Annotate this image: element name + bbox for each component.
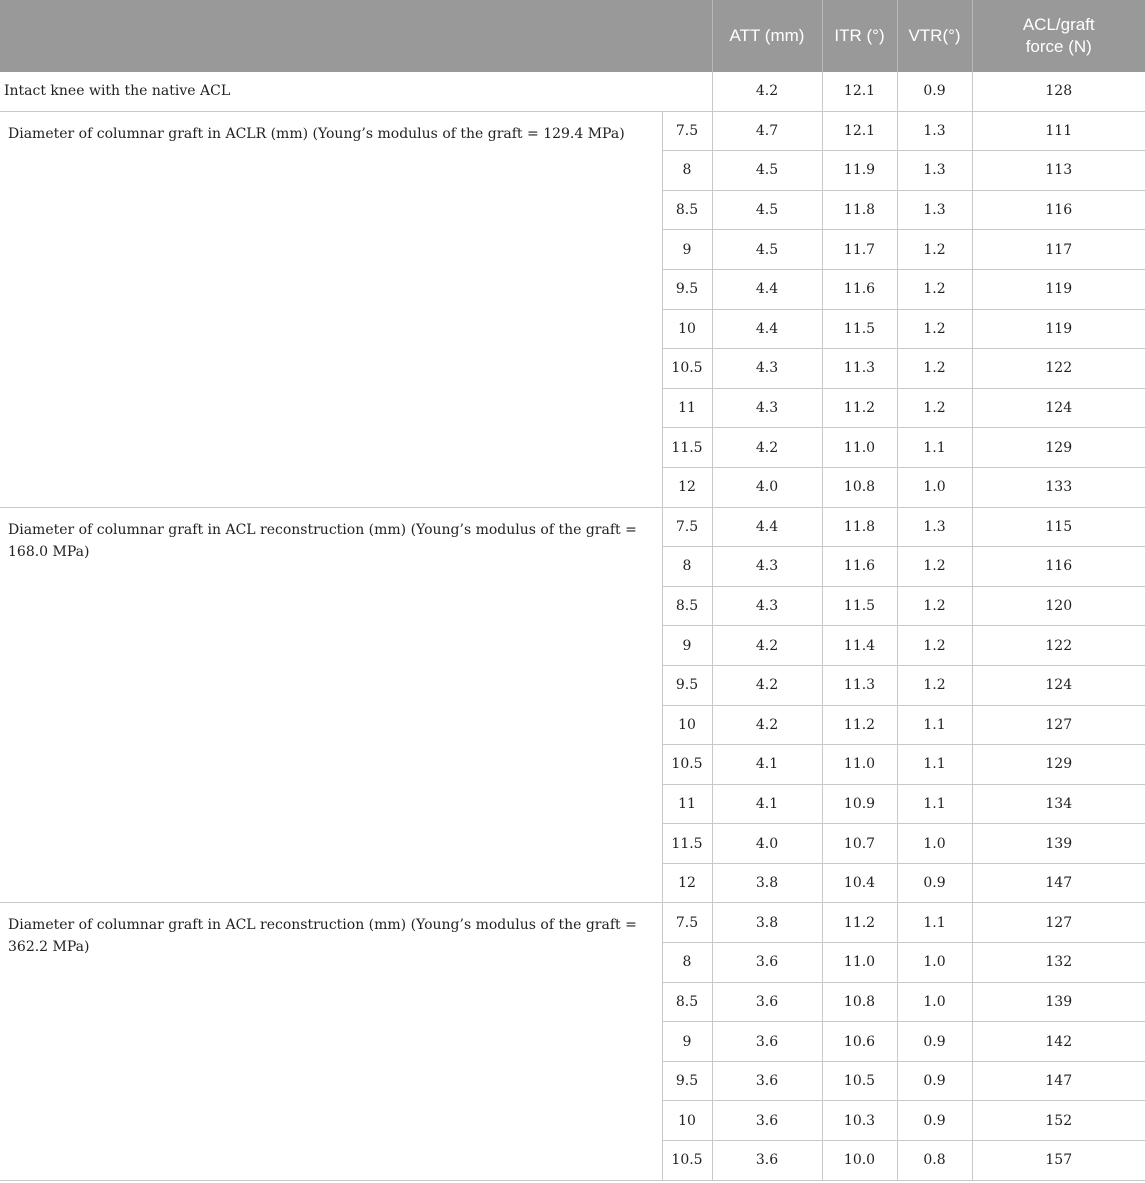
att-cell: 4.4 xyxy=(712,507,822,547)
vtr-cell: 1.2 xyxy=(897,626,972,666)
itr-cell: 10.0 xyxy=(822,1141,897,1181)
att-cell: 4.3 xyxy=(712,349,822,389)
intact-vtr: 0.9 xyxy=(897,72,972,111)
vtr-cell: 1.2 xyxy=(897,269,972,309)
vtr-cell: 1.2 xyxy=(897,586,972,626)
header-row xyxy=(0,0,1145,72)
vtr-cell: 1.0 xyxy=(897,467,972,507)
itr-cell: 11.3 xyxy=(822,665,897,705)
force-cell: 117 xyxy=(972,230,1145,270)
vtr-cell: 1.2 xyxy=(897,547,972,587)
att-cell: 3.6 xyxy=(712,982,822,1022)
diameter-cell: 10 xyxy=(662,1101,712,1141)
diameter-cell: 10 xyxy=(662,705,712,745)
force-cell: 133 xyxy=(972,467,1145,507)
vtr-cell: 0.9 xyxy=(897,1061,972,1101)
itr-cell: 10.9 xyxy=(822,784,897,824)
att-cell: 4.3 xyxy=(712,388,822,428)
att-cell: 3.6 xyxy=(712,1061,822,1101)
vtr-cell: 0.9 xyxy=(897,1101,972,1141)
att-cell: 4.7 xyxy=(712,111,822,151)
itr-cell: 10.6 xyxy=(822,1022,897,1062)
force-cell: 127 xyxy=(972,705,1145,745)
att-cell: 3.6 xyxy=(712,1022,822,1062)
att-cell: 4.5 xyxy=(712,190,822,230)
itr-cell: 11.2 xyxy=(822,705,897,745)
force-cell: 129 xyxy=(972,428,1145,468)
itr-cell: 11.0 xyxy=(822,745,897,785)
vtr-cell: 1.2 xyxy=(897,309,972,349)
force-cell: 127 xyxy=(972,903,1145,943)
diameter-cell: 8.5 xyxy=(662,190,712,230)
att-cell: 4.4 xyxy=(712,309,822,349)
vtr-cell: 1.3 xyxy=(897,111,972,151)
diameter-cell: 9 xyxy=(662,1022,712,1062)
vtr-cell: 1.3 xyxy=(897,190,972,230)
diameter-cell: 11.5 xyxy=(662,428,712,468)
diameter-cell: 10 xyxy=(662,309,712,349)
diameter-cell: 10.5 xyxy=(662,1141,712,1181)
force-cell: 157 xyxy=(972,1141,1145,1181)
force-cell: 124 xyxy=(972,388,1145,428)
vtr-cell: 1.2 xyxy=(897,665,972,705)
force-cell: 119 xyxy=(972,269,1145,309)
intact-force: 128 xyxy=(972,72,1145,111)
itr-cell: 11.0 xyxy=(822,943,897,983)
diameter-cell: 9.5 xyxy=(662,1061,712,1101)
vtr-cell: 1.0 xyxy=(897,824,972,864)
itr-cell: 11.6 xyxy=(822,269,897,309)
att-cell: 3.8 xyxy=(712,903,822,943)
vtr-cell: 1.2 xyxy=(897,230,972,270)
diameter-cell: 11 xyxy=(662,784,712,824)
diameter-cell: 11 xyxy=(662,388,712,428)
force-cell: 139 xyxy=(972,982,1145,1022)
att-cell: 4.2 xyxy=(712,705,822,745)
vtr-cell: 1.1 xyxy=(897,745,972,785)
att-cell: 3.6 xyxy=(712,1101,822,1141)
vtr-cell: 0.9 xyxy=(897,863,972,903)
att-cell: 4.1 xyxy=(712,784,822,824)
diameter-cell: 9 xyxy=(662,626,712,666)
table-row xyxy=(0,111,1145,151)
force-cell: 142 xyxy=(972,1022,1145,1062)
header-force-line1: ACL/graft xyxy=(1022,15,1095,34)
intact-att: 4.2 xyxy=(712,72,822,111)
vtr-cell: 1.2 xyxy=(897,349,972,389)
diameter-cell: 9 xyxy=(662,230,712,270)
att-cell: 4.5 xyxy=(712,151,822,191)
itr-cell: 11.0 xyxy=(822,428,897,468)
att-cell: 4.3 xyxy=(712,547,822,587)
header-itr: ITR (°) xyxy=(822,0,897,72)
diameter-cell: 10.5 xyxy=(662,349,712,389)
force-cell: 139 xyxy=(972,824,1145,864)
force-cell: 147 xyxy=(972,1061,1145,1101)
table-header xyxy=(0,0,1145,72)
att-cell: 3.8 xyxy=(712,863,822,903)
itr-cell: 10.5 xyxy=(822,1061,897,1101)
att-cell: 4.1 xyxy=(712,745,822,785)
diameter-cell: 11.5 xyxy=(662,824,712,864)
force-cell: 120 xyxy=(972,586,1145,626)
force-cell: 113 xyxy=(972,151,1145,191)
force-cell: 111 xyxy=(972,111,1145,151)
force-cell: 134 xyxy=(972,784,1145,824)
att-cell: 4.0 xyxy=(712,467,822,507)
force-cell: 152 xyxy=(972,1101,1145,1141)
force-cell: 116 xyxy=(972,547,1145,587)
att-cell: 4.2 xyxy=(712,428,822,468)
diameter-cell: 7.5 xyxy=(662,507,712,547)
itr-cell: 11.2 xyxy=(822,903,897,943)
header-blank xyxy=(0,0,712,72)
force-cell: 132 xyxy=(972,943,1145,983)
att-cell: 3.6 xyxy=(712,1141,822,1181)
force-cell: 147 xyxy=(972,863,1145,903)
vtr-cell: 1.3 xyxy=(897,507,972,547)
header-force-line2: force (N) xyxy=(1025,37,1092,56)
itr-cell: 10.4 xyxy=(822,863,897,903)
header-force xyxy=(972,0,1145,72)
itr-cell: 10.3 xyxy=(822,1101,897,1141)
diameter-cell: 12 xyxy=(662,863,712,903)
force-cell: 122 xyxy=(972,626,1145,666)
diameter-cell: 9.5 xyxy=(662,269,712,309)
att-cell: 4.3 xyxy=(712,586,822,626)
diameter-cell: 8 xyxy=(662,943,712,983)
intact-label: Intact knee with the native ACL xyxy=(0,72,712,111)
itr-cell: 11.8 xyxy=(822,190,897,230)
att-cell: 3.6 xyxy=(712,943,822,983)
itr-cell: 10.7 xyxy=(822,824,897,864)
diameter-cell: 7.5 xyxy=(662,111,712,151)
att-cell: 4.2 xyxy=(712,665,822,705)
itr-cell: 11.7 xyxy=(822,230,897,270)
itr-cell: 11.3 xyxy=(822,349,897,389)
group-label: Diameter of columnar graft in ACL reconstruction (mm) (Young’s modulus of the graft = 362.2 MPa) xyxy=(0,903,662,1180)
diameter-cell: 8 xyxy=(662,547,712,587)
vtr-cell: 1.1 xyxy=(897,705,972,745)
itr-cell: 10.8 xyxy=(822,982,897,1022)
itr-cell: 11.2 xyxy=(822,388,897,428)
header-att: ATT (mm) xyxy=(712,0,822,72)
table-body xyxy=(0,72,1145,1180)
force-cell: 122 xyxy=(972,349,1145,389)
itr-cell: 11.4 xyxy=(822,626,897,666)
diameter-cell: 7.5 xyxy=(662,903,712,943)
table-row xyxy=(0,507,1145,547)
vtr-cell: 1.1 xyxy=(897,784,972,824)
intact-row xyxy=(0,72,1145,111)
att-cell: 4.4 xyxy=(712,269,822,309)
vtr-cell: 1.1 xyxy=(897,428,972,468)
table-row xyxy=(0,903,1145,943)
force-cell: 119 xyxy=(972,309,1145,349)
header-vtr: VTR(°) xyxy=(897,0,972,72)
itr-cell: 11.8 xyxy=(822,507,897,547)
itr-cell: 11.9 xyxy=(822,151,897,191)
vtr-cell: 1.2 xyxy=(897,388,972,428)
itr-cell: 12.1 xyxy=(822,111,897,151)
itr-cell: 10.8 xyxy=(822,467,897,507)
itr-cell: 11.5 xyxy=(822,309,897,349)
diameter-cell: 8.5 xyxy=(662,982,712,1022)
force-cell: 124 xyxy=(972,665,1145,705)
att-cell: 4.2 xyxy=(712,626,822,666)
vtr-cell: 0.9 xyxy=(897,1022,972,1062)
vtr-cell: 1.0 xyxy=(897,943,972,983)
group-label: Diameter of columnar graft in ACLR (mm) (Young’s modulus of the graft = 129.4 MPa) xyxy=(0,111,662,507)
diameter-cell: 9.5 xyxy=(662,665,712,705)
force-cell: 129 xyxy=(972,745,1145,785)
diameter-cell: 8 xyxy=(662,151,712,191)
vtr-cell: 1.0 xyxy=(897,982,972,1022)
diameter-cell: 10.5 xyxy=(662,745,712,785)
group-label: Diameter of columnar graft in ACL reconstruction (mm) (Young’s modulus of the graft = 168.0 MPa) xyxy=(0,507,662,903)
att-cell: 4.5 xyxy=(712,230,822,270)
force-cell: 116 xyxy=(972,190,1145,230)
vtr-cell: 1.3 xyxy=(897,151,972,191)
vtr-cell: 1.1 xyxy=(897,903,972,943)
vtr-cell: 0.8 xyxy=(897,1141,972,1181)
itr-cell: 11.5 xyxy=(822,586,897,626)
att-cell: 4.0 xyxy=(712,824,822,864)
diameter-cell: 8.5 xyxy=(662,586,712,626)
itr-cell: 11.6 xyxy=(822,547,897,587)
intact-itr: 12.1 xyxy=(822,72,897,111)
force-cell: 115 xyxy=(972,507,1145,547)
diameter-cell: 12 xyxy=(662,467,712,507)
